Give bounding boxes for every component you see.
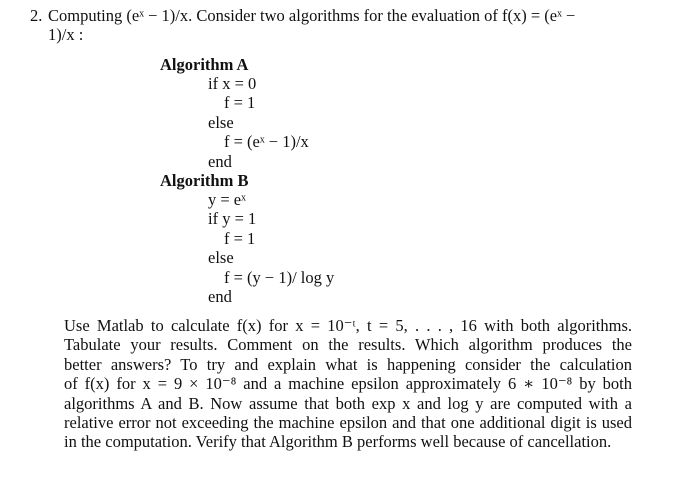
algorithm-b-line: f = 1	[224, 229, 256, 248]
algorithm-b-line: if y = 1	[208, 209, 257, 228]
algorithm-a-line: if x = 0	[208, 74, 257, 93]
paragraph-line: Tabulate your results. Comment on the results. Which algorithm produces the	[64, 335, 632, 354]
problem-intro-line-2: 1)/x :	[48, 25, 84, 44]
algorithm-b-line: end	[208, 287, 232, 306]
paragraph-line: in the computation. Verify that Algorithm B performs well because of cancellation.	[64, 432, 612, 451]
problem-intro-line-1: Computing (eˣ − 1)/x. Consider two algorithms for the evaluation of f(x) = (eˣ −	[48, 6, 576, 25]
algorithm-a-line: else	[208, 113, 234, 132]
algorithm-a-line: f = 1	[224, 93, 256, 112]
paragraph-line: relative error not exceeding the machine epsilon and that one additional digit is used	[64, 413, 632, 432]
algorithm-b-line: f = (y − 1)/ log y	[224, 268, 335, 287]
paragraph-line: algorithms A and B. Now assume that both exp x and log y are computed with a	[64, 394, 632, 413]
algorithm-a-line: end	[208, 152, 232, 171]
paragraph-line: Use Matlab to calculate f(x) for x = 10⁻ᵗ, t = 5, . . . , 16 with both algorithms.	[64, 316, 632, 335]
algorithm-b-line: else	[208, 248, 234, 267]
algorithm-a-line: f = (eˣ − 1)/x	[224, 132, 309, 151]
algorithm-b-title: Algorithm B	[160, 171, 249, 190]
algorithm-a-title: Algorithm A	[160, 55, 249, 74]
algorithm-b-line: y = eˣ	[208, 190, 246, 209]
paragraph-line: better answers? To try and explain what is happening consider the calculation	[64, 355, 632, 374]
paragraph-line: of f(x) for x = 9 × 10⁻⁸ and a machine epsilon approximately 6 ∗ 10⁻⁸ by both	[64, 374, 632, 393]
problem-number: 2.	[30, 6, 43, 25]
